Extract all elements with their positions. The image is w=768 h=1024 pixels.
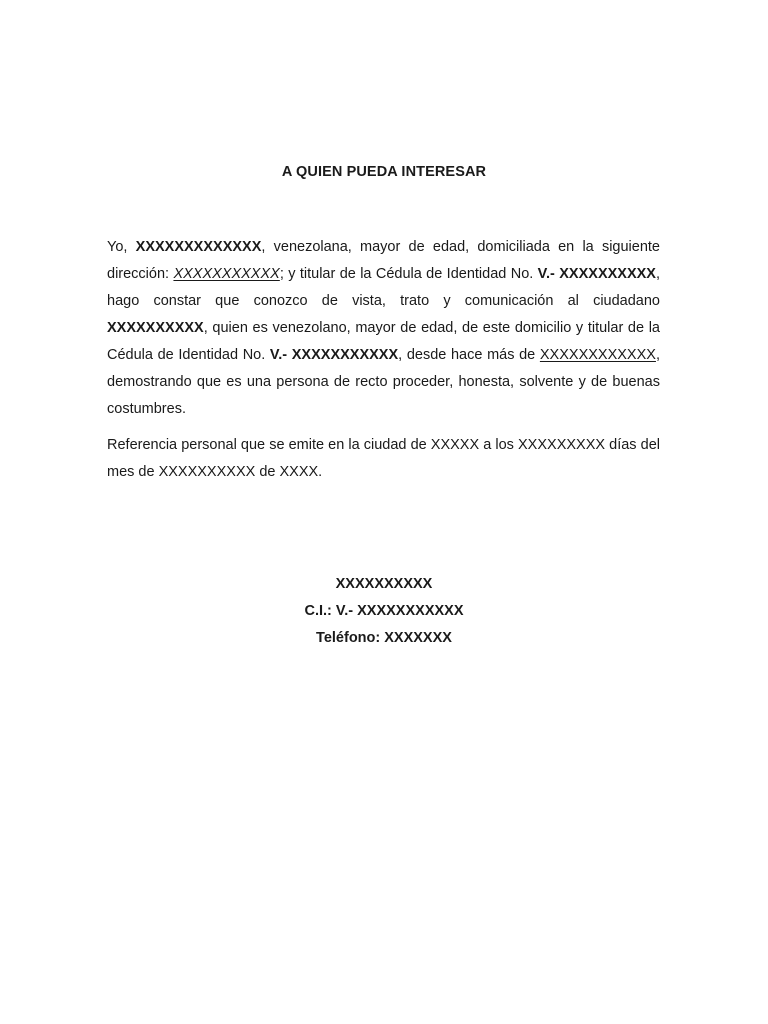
text-segment-3: , hago constar que conozco de vista, trato y comunicación al ciudadano — [107, 266, 661, 309]
document-title: A QUIEN PUEDA INTERESAR — [281, 164, 487, 180]
declarant-id-number: XXXXXXXXXX — [559, 266, 656, 282]
citizen-id: V.- XXXXXXXXXXX — [269, 347, 399, 363]
address-field: XXXXXXXXXXX — [173, 266, 280, 282]
signature-name: XXXXXXXXXX — [335, 576, 433, 592]
signature-ci: C.I.: V.- XXXXXXXXXXX — [304, 603, 464, 619]
citizen-name: XXXXXXXXXX — [107, 320, 204, 336]
text-segment-5: , desde hace más de — [398, 347, 540, 363]
text-yo: Yo, — [107, 239, 136, 255]
declarant-name: XXXXXXXXXXXXX — [135, 239, 262, 255]
paragraph-reference: Referencia personal que se emite en la ciudad de XXXXX a los XXXXXXXXX días del mes de XXXXXXXXXX de XXXX. — [107, 437, 660, 480]
declarant-id-prefix: V.- — [537, 266, 555, 282]
paragraph-declaration — [107, 234, 660, 423]
text-segment-4: , quien es venezolano, mayor de edad, de este domicilio y titular de la Cédula de Identidad No. — [107, 320, 660, 363]
time-known-field: XXXXXXXXXXXX — [539, 347, 656, 363]
signature-block — [0, 571, 768, 652]
text-segment-6: , demostrando que es una persona de recto proceder, honesta, solvente y de buenas costumbres. — [107, 347, 660, 417]
text-segment-1: , venezolana, mayor de edad, domiciliada en la siguiente dirección: — [107, 239, 660, 282]
text-segment-2: ; y titular de la Cédula de Identidad No. — [279, 266, 538, 282]
signature-phone: Teléfono: XXXXXXX — [316, 630, 452, 646]
